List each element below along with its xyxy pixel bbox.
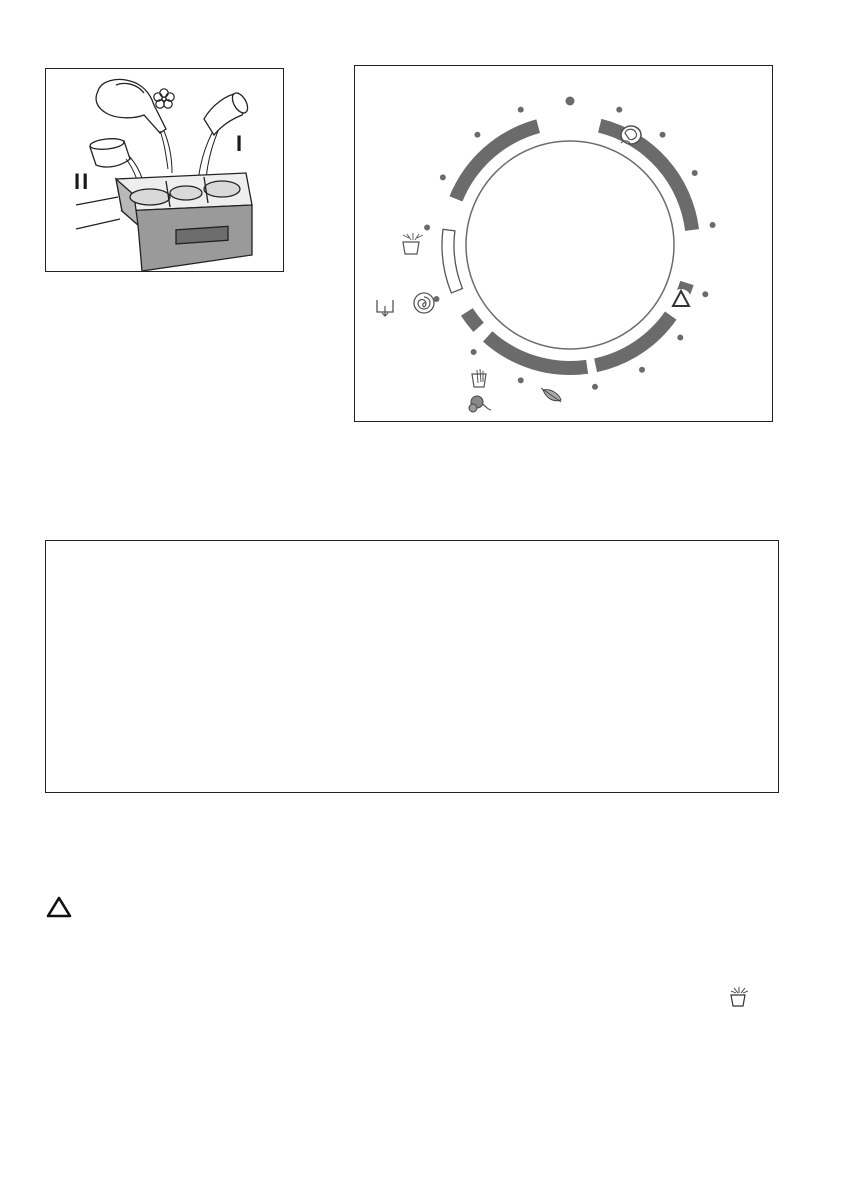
program-segment-cotton (598, 119, 699, 231)
position-dot (639, 367, 645, 373)
program-segment-left-top (449, 119, 540, 201)
program-segment-wool (461, 308, 484, 332)
program-dial-illustration (355, 66, 774, 423)
wool-icon (469, 396, 491, 412)
main-wash-compartment-label: I (236, 131, 245, 156)
program-segment-delicates (483, 331, 588, 375)
hand-wash-icon (472, 369, 486, 387)
cotton-icon (621, 126, 641, 145)
dial-knob-ring (466, 141, 674, 349)
position-dot (566, 97, 575, 106)
rinse-icon (403, 233, 423, 254)
position-dot (471, 349, 477, 355)
position-dot (440, 174, 446, 180)
position-dot (702, 291, 708, 297)
position-dot (518, 107, 524, 113)
detergent-drawer-figure (45, 68, 284, 272)
position-dot (424, 224, 430, 230)
position-dot (710, 222, 716, 228)
detergent-drawer-icon (76, 173, 252, 271)
drain-icon (377, 300, 393, 316)
position-dot (660, 132, 666, 138)
information-box (45, 540, 779, 793)
program-dial-figure (354, 65, 773, 422)
softener-flower-icon (154, 89, 174, 108)
position-dot (692, 170, 698, 176)
rinse-segment (442, 229, 462, 293)
synthetics-triangle-icon (671, 289, 691, 309)
position-dot (518, 377, 524, 383)
delicates-feather-icon (541, 388, 561, 402)
rinse-inline-icon (726, 985, 750, 1009)
position-dot (592, 384, 598, 390)
program-segments (449, 119, 699, 375)
position-dot (474, 132, 480, 138)
position-dot (677, 335, 683, 341)
warning-triangle-icon (44, 894, 74, 920)
spin-icon (414, 293, 434, 313)
prewash-compartment-label: II (74, 169, 91, 194)
position-dot (616, 107, 622, 113)
